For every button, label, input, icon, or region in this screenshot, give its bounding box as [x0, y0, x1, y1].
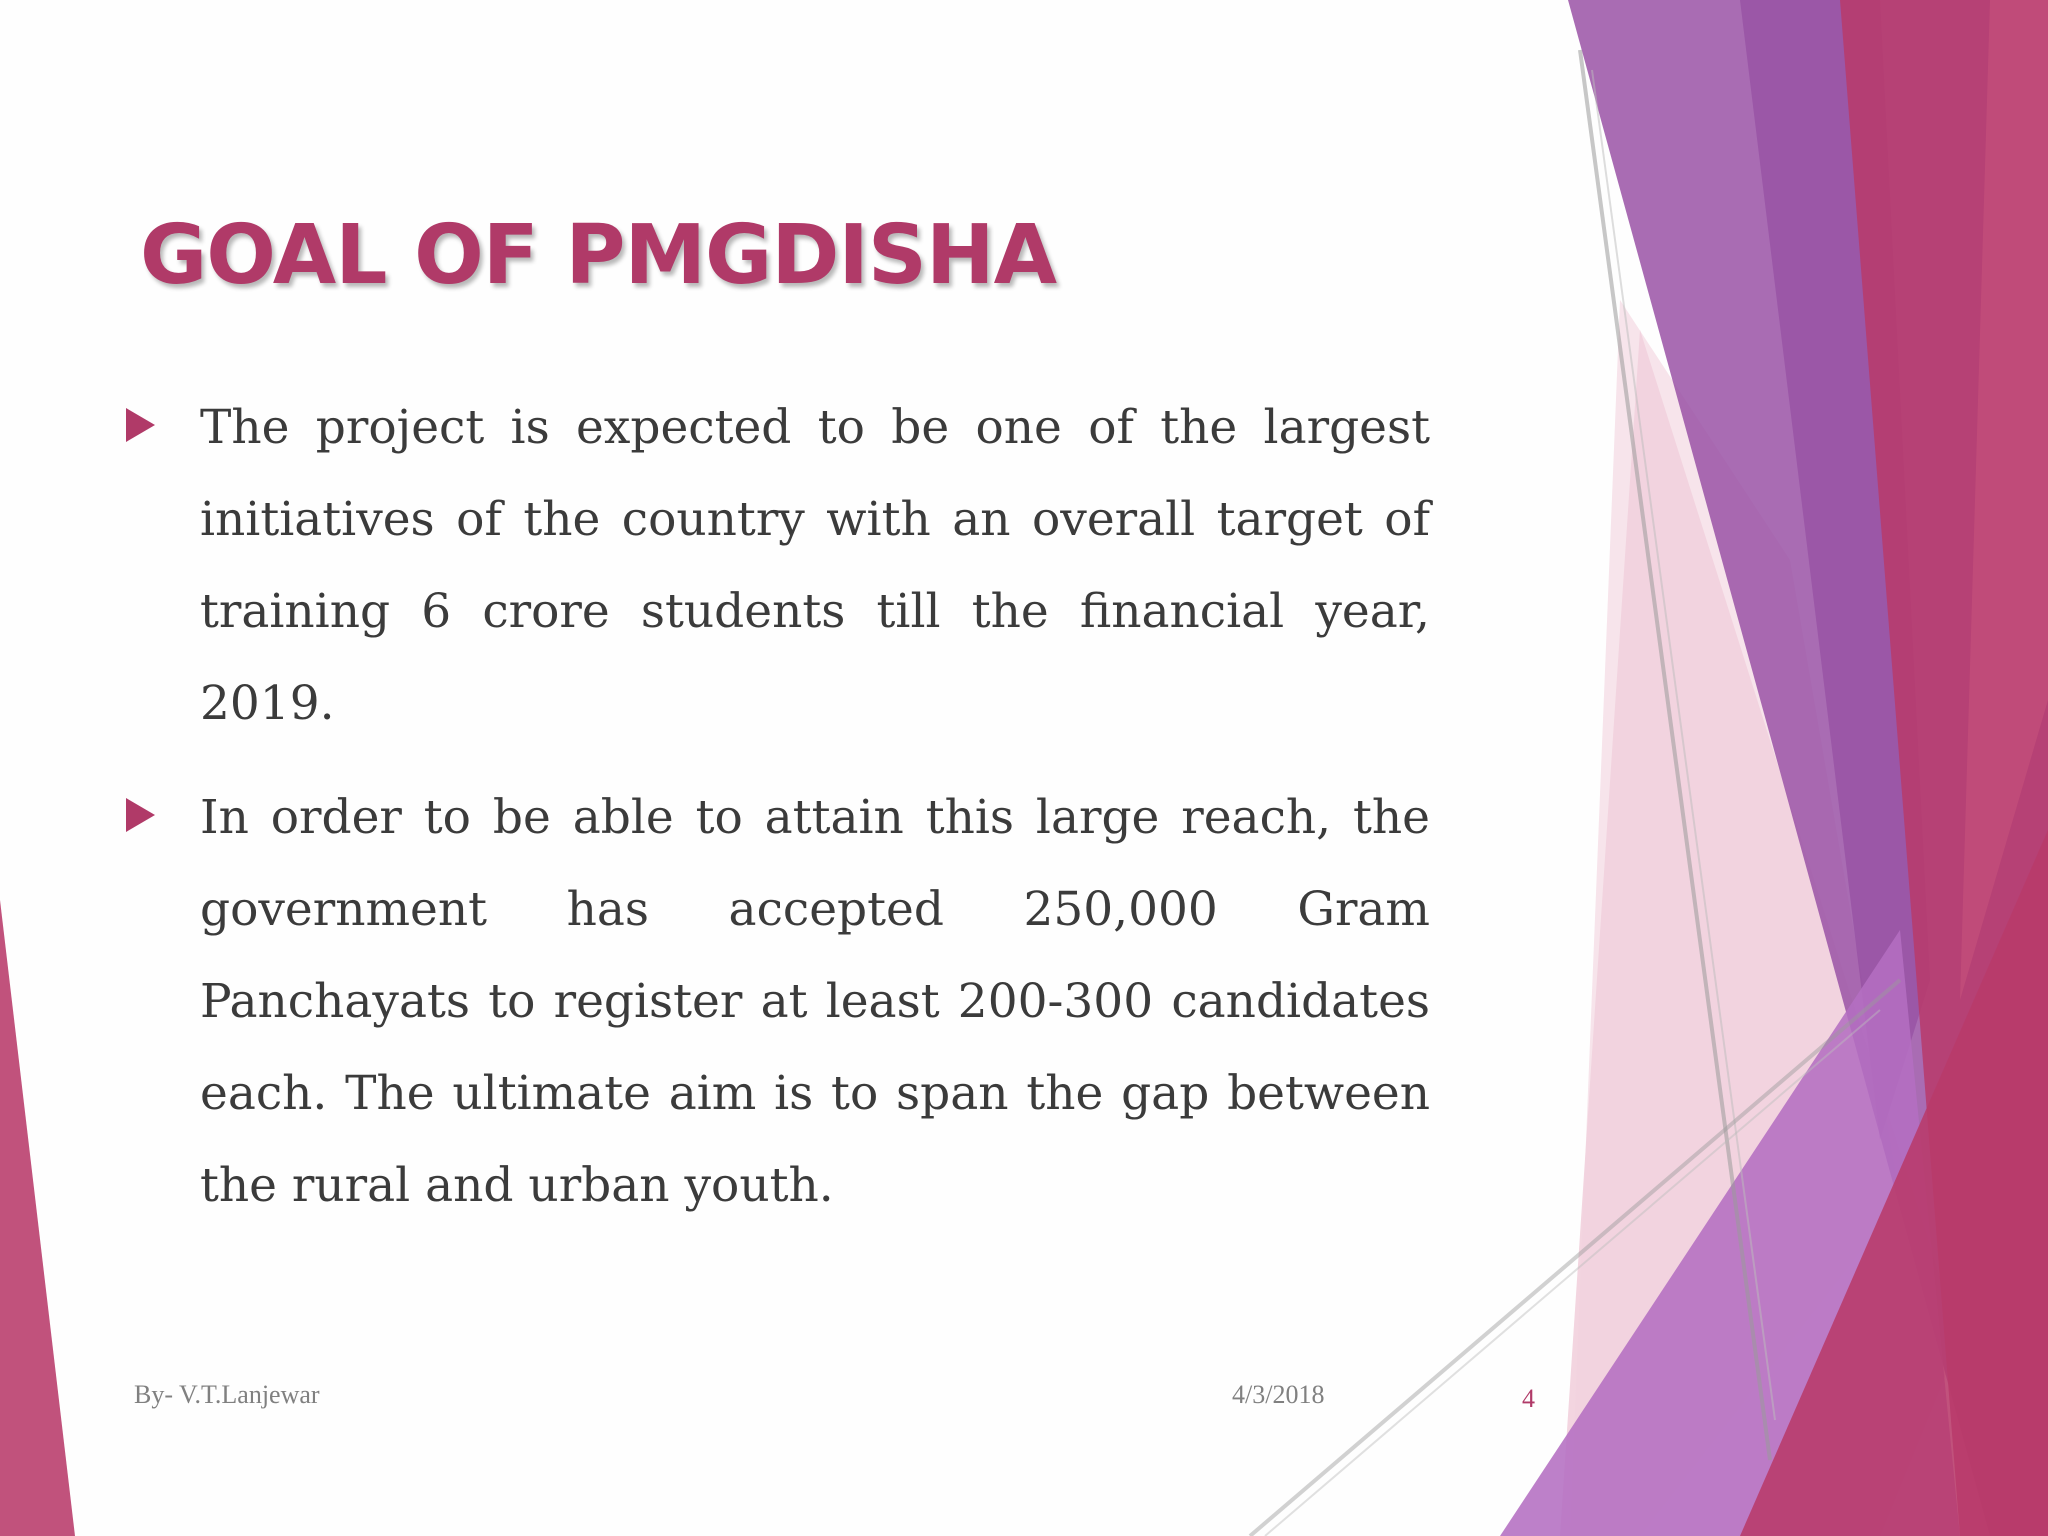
slide-title: GOAL OF PMGDISHA [140, 208, 1057, 303]
slide-number: 4 [1522, 1384, 1535, 1413]
bullet-list [124, 382, 1430, 1254]
decor-left-sliver [0, 900, 75, 1536]
footer-date: 4/3/2018 [1232, 1380, 1325, 1409]
footer-author: By- V.T.Lanjewar [134, 1380, 320, 1409]
bullet-item [124, 382, 1430, 750]
triangle-bullet-icon [126, 408, 155, 442]
bullet-text: In order to be able to attain this large reach, the government has accepted 250,000 Gram Panchayats to register at least 200-300 candidates each. The ultimate aim is to span the gap between the rural and urban youth. [200, 790, 1430, 1213]
triangle-bullet-icon [126, 798, 155, 832]
bullet-text: The project is expected to be one of the largest initiatives of the country with an overall target of training 6 crore students till the financial year, 2019. [200, 400, 1430, 731]
bullet-item [124, 772, 1430, 1232]
